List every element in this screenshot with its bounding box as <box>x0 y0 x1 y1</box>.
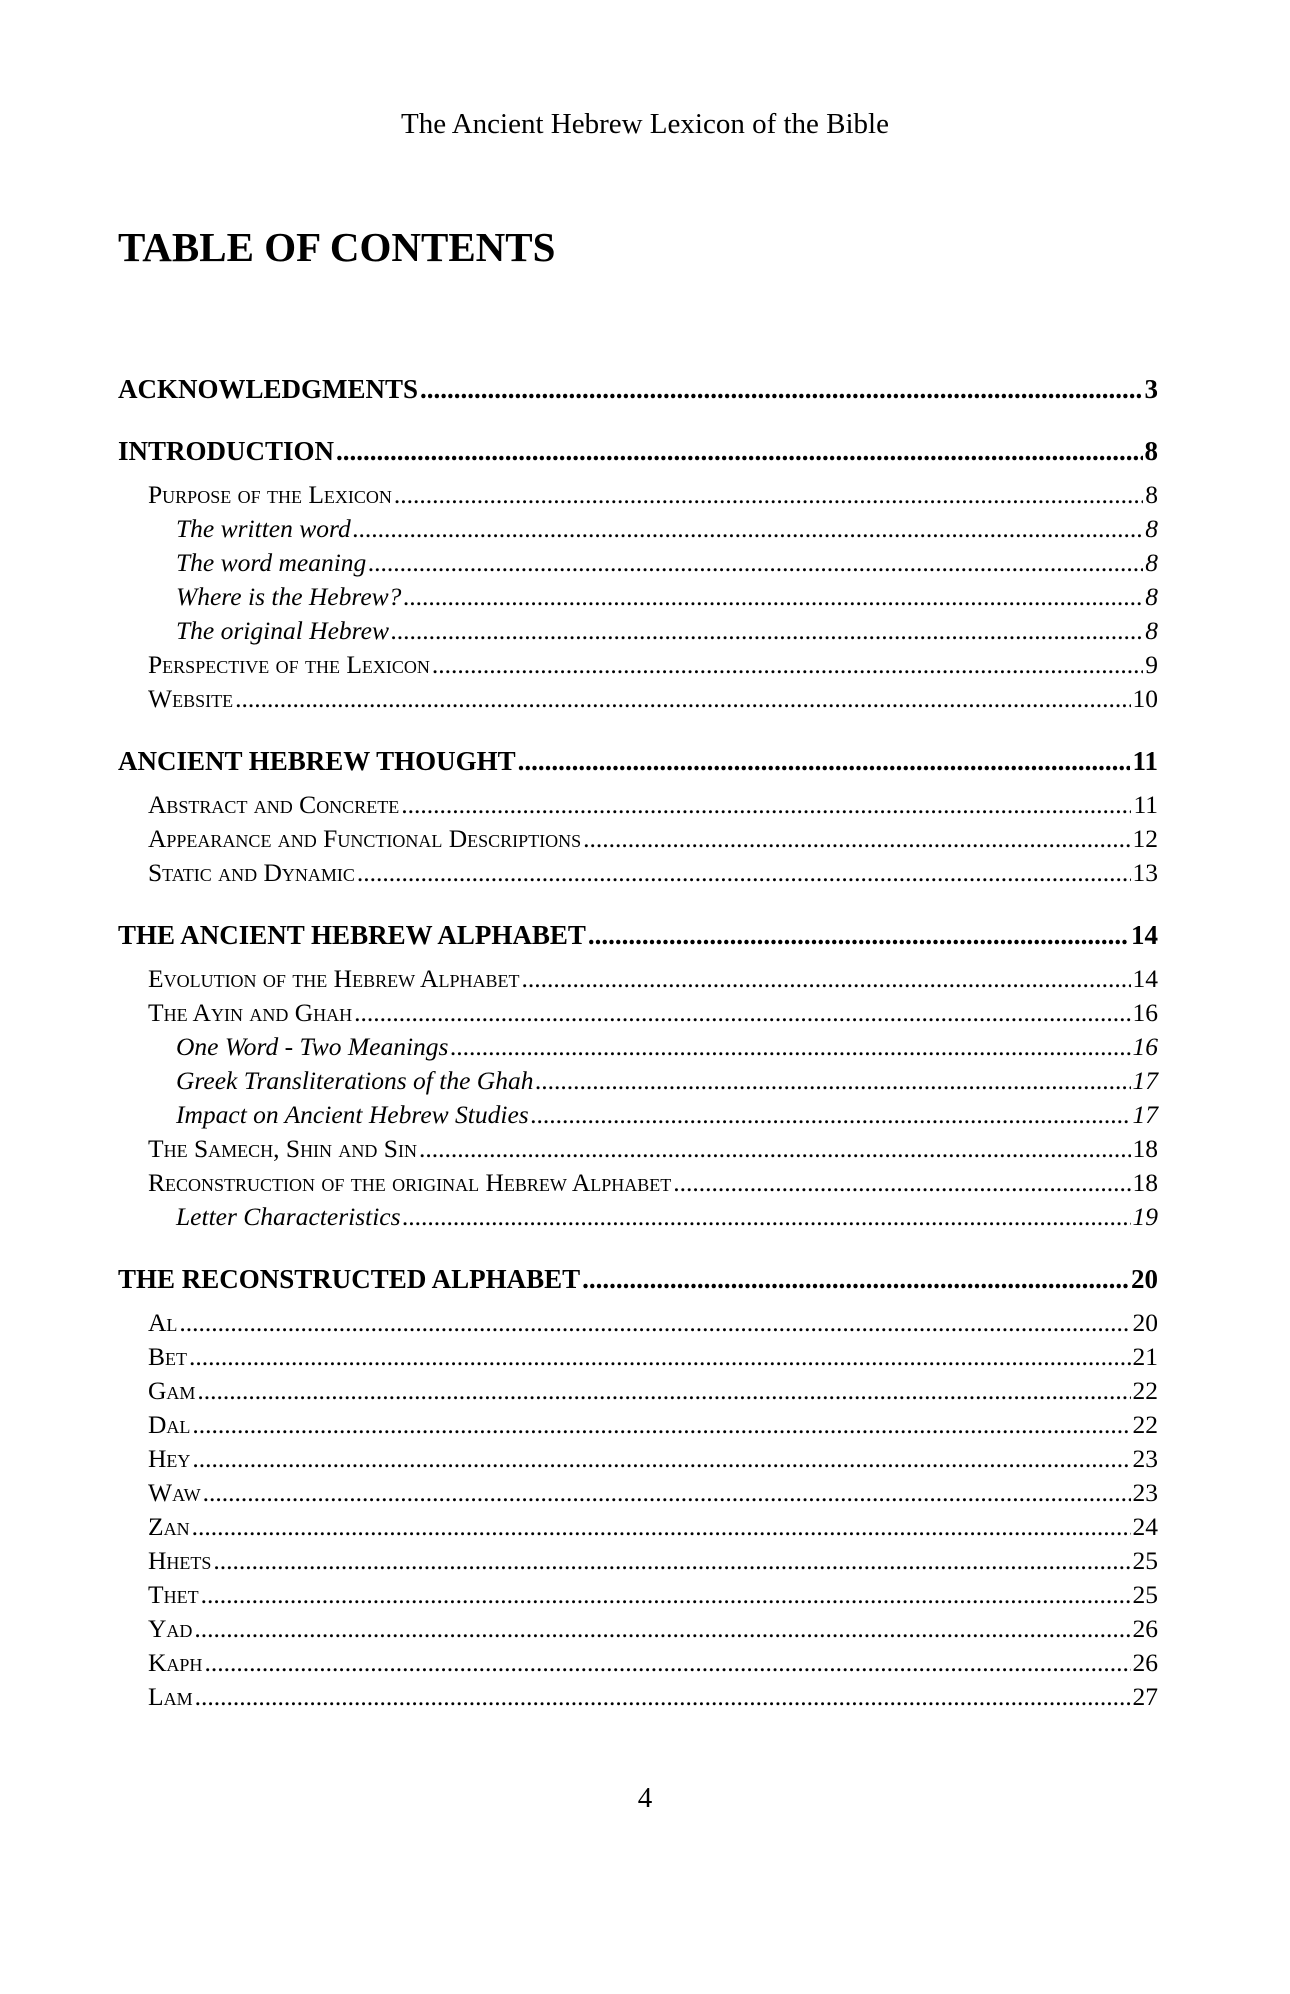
toc-entry-page: 22 <box>1132 1376 1158 1405</box>
toc-entry-page: 23 <box>1132 1444 1158 1473</box>
toc-entry-page: 8 <box>1145 514 1158 543</box>
toc-section-entry[interactable] <box>118 1166 1158 1200</box>
toc-section-entry[interactable] <box>118 648 1158 682</box>
toc-entry-title: ACKNOWLEDGMENTS <box>118 374 419 404</box>
table-of-contents <box>118 372 1158 1714</box>
toc-dot-leader <box>192 1510 1131 1544</box>
toc-subsection-entry[interactable] <box>118 546 1158 580</box>
toc-dot-leader <box>588 918 1129 952</box>
toc-dot-leader <box>353 512 1144 546</box>
toc-section-entry[interactable] <box>118 788 1158 822</box>
toc-dot-leader <box>213 1544 1130 1578</box>
toc-section-entry[interactable] <box>118 856 1158 890</box>
toc-dot-leader <box>357 856 1131 890</box>
toc-entry-page: 26 <box>1132 1648 1158 1677</box>
toc-entry-page: 8 <box>1145 582 1158 611</box>
toc-entry-page: 27 <box>1132 1682 1158 1711</box>
toc-entry-title: Reconstruction of the original Hebrew Alphabet <box>148 1168 672 1197</box>
toc-entry-title: Hey <box>148 1444 191 1473</box>
toc-entry-title: Kaph <box>148 1648 203 1677</box>
toc-entry-title: ANCIENT HEBREW THOUGHT <box>118 746 516 776</box>
toc-entry-page: 21 <box>1132 1342 1158 1371</box>
toc-entry-title: Thet <box>148 1580 199 1609</box>
toc-entry-page: 25 <box>1132 1580 1158 1609</box>
toc-entry-page: 18 <box>1132 1168 1158 1197</box>
toc-dot-leader <box>521 962 1130 996</box>
toc-entry-title: The Samech, Shin and Sin <box>148 1134 417 1163</box>
toc-entry-title: Gam <box>148 1376 196 1405</box>
toc-section-entry[interactable] <box>118 1442 1158 1476</box>
toc-dot-leader <box>583 822 1130 856</box>
toc-entry-title: Impact on Ancient Hebrew Studies <box>176 1100 529 1129</box>
toc-entry-page: 22 <box>1132 1410 1158 1439</box>
toc-entry-title: Abstract and Concrete <box>148 790 400 819</box>
toc-entry-page: 25 <box>1132 1546 1158 1575</box>
toc-entry-page: 14 <box>1132 964 1158 993</box>
toc-entry-title: Al <box>148 1308 178 1337</box>
toc-dot-leader <box>535 1064 1130 1098</box>
toc-subsection-entry[interactable] <box>118 1098 1158 1132</box>
toc-dot-leader <box>518 744 1131 778</box>
toc-entry-page: 24 <box>1132 1512 1158 1541</box>
toc-section-entry[interactable] <box>118 996 1158 1030</box>
toc-entry-page: 19 <box>1132 1202 1158 1231</box>
toc-entry-title: Waw <box>148 1478 201 1507</box>
toc-dot-leader <box>204 1646 1130 1680</box>
toc-entry-title: Yad <box>148 1614 193 1643</box>
toc-entry-title: The word meaning <box>176 548 367 577</box>
toc-entry-page: 16 <box>1132 1032 1158 1061</box>
toc-entry-page: 8 <box>1145 548 1158 577</box>
toc-dot-leader <box>673 1166 1130 1200</box>
toc-entry-title: Greek Transliterations of the Ghah <box>176 1066 534 1095</box>
toc-entry-page: 3 <box>1144 374 1158 404</box>
toc-section-entry[interactable] <box>118 682 1158 716</box>
toc-entry-title: Evolution of the Hebrew Alphabet <box>148 964 520 993</box>
toc-section-entry[interactable] <box>118 1476 1158 1510</box>
toc-entry-page: 16 <box>1132 998 1158 1027</box>
toc-section-entry[interactable] <box>118 1408 1158 1442</box>
toc-section-entry[interactable] <box>118 962 1158 996</box>
toc-dot-leader <box>203 1476 1131 1510</box>
toc-chapter-entry[interactable] <box>118 918 1158 952</box>
toc-dot-leader <box>368 546 1143 580</box>
toc-dot-leader <box>189 1340 1131 1374</box>
toc-entry-title: The original Hebrew <box>176 616 389 645</box>
toc-section-entry[interactable] <box>118 1306 1158 1340</box>
toc-entry-title: INTRODUCTION <box>118 436 335 466</box>
toc-dot-leader <box>194 1612 1130 1646</box>
toc-subsection-entry[interactable] <box>118 1030 1158 1064</box>
toc-entry-title: Hhets <box>148 1546 212 1575</box>
page-title: TABLE OF CONTENTS <box>118 224 556 270</box>
toc-entry-page: 17 <box>1132 1066 1158 1095</box>
toc-section-entry[interactable] <box>118 478 1158 512</box>
toc-dot-leader <box>450 1030 1130 1064</box>
toc-entry-page: 11 <box>1132 746 1158 776</box>
toc-entry-title: THE RECONSTRUCTED ALPHABET <box>118 1264 581 1294</box>
toc-dot-leader <box>401 788 1131 822</box>
toc-entry-page: 17 <box>1132 1100 1158 1129</box>
toc-chapter-entry[interactable] <box>118 434 1158 468</box>
toc-entry-title: Bet <box>148 1342 187 1371</box>
toc-entry-title: THE ANCIENT HEBREW ALPHABET <box>118 920 586 950</box>
toc-entry-page: 8 <box>1145 616 1158 645</box>
toc-entry-title: Appearance and Functional Descriptions <box>148 824 582 853</box>
toc-dot-leader <box>432 648 1143 682</box>
toc-entry-title: Purpose of the Lexicon <box>148 480 392 509</box>
toc-entry-title: The written word <box>176 514 351 543</box>
toc-entry-page: 18 <box>1132 1134 1158 1163</box>
toc-entry-title: One Word - Two Meanings <box>176 1032 449 1061</box>
toc-dot-leader <box>201 1578 1131 1612</box>
page-number: 4 <box>637 1782 653 1814</box>
toc-entry-page: 13 <box>1132 858 1158 887</box>
toc-dot-leader <box>403 580 1143 614</box>
toc-dot-leader <box>336 434 1142 468</box>
toc-entry-page: 26 <box>1132 1614 1158 1643</box>
toc-section-entry[interactable] <box>118 1510 1158 1544</box>
toc-chapter-entry[interactable] <box>118 1262 1158 1296</box>
toc-dot-leader <box>195 1680 1131 1714</box>
toc-entry-title: Static and Dynamic <box>148 858 355 887</box>
toc-dot-leader <box>235 682 1130 716</box>
toc-entry-title: Lam <box>148 1682 193 1711</box>
toc-entry-title: Where is the Hebrew? <box>176 582 402 611</box>
toc-entry-page: 8 <box>1144 436 1158 466</box>
toc-section-entry[interactable] <box>118 1374 1158 1408</box>
toc-dot-leader <box>179 1306 1130 1340</box>
toc-dot-leader <box>420 372 1142 406</box>
toc-section-entry[interactable] <box>118 822 1158 856</box>
toc-subsection-entry[interactable] <box>118 1200 1158 1234</box>
toc-entry-page: 14 <box>1131 920 1158 950</box>
toc-section-entry[interactable] <box>118 1612 1158 1646</box>
toc-section-entry[interactable] <box>118 1578 1158 1612</box>
toc-chapter-entry[interactable] <box>118 744 1158 778</box>
toc-entry-title: Letter Characteristics <box>176 1202 401 1231</box>
toc-entry-title: Website <box>148 684 234 713</box>
toc-dot-leader <box>403 1200 1131 1234</box>
toc-entry-page: 8 <box>1145 480 1158 509</box>
toc-dot-leader <box>531 1098 1131 1132</box>
toc-entry-title: The Ayin and Ghah <box>148 998 353 1027</box>
toc-dot-leader <box>354 996 1130 1030</box>
toc-entry-page: 11 <box>1133 790 1158 819</box>
toc-chapter-entry[interactable] <box>118 372 1158 406</box>
toc-entry-page: 20 <box>1132 1308 1158 1337</box>
toc-dot-leader <box>419 1132 1131 1166</box>
toc-dot-leader <box>391 614 1143 648</box>
toc-section-entry[interactable] <box>118 1646 1158 1680</box>
toc-entry-page: 12 <box>1132 824 1158 853</box>
toc-subsection-entry[interactable] <box>118 512 1158 546</box>
toc-section-entry[interactable] <box>118 1680 1158 1714</box>
toc-subsection-entry[interactable] <box>118 580 1158 614</box>
toc-entry-title: Zan <box>148 1512 190 1541</box>
toc-entry-title: Perspective of the Lexicon <box>148 650 430 679</box>
toc-subsection-entry[interactable] <box>118 1064 1158 1098</box>
toc-section-entry[interactable] <box>118 1132 1158 1166</box>
toc-entry-page: 20 <box>1131 1264 1158 1294</box>
toc-entry-page: 10 <box>1132 684 1158 713</box>
toc-dot-leader <box>192 1442 1130 1476</box>
running-header: The Ancient Hebrew Lexicon of the Bible <box>400 108 889 140</box>
toc-entry-title: Dal <box>148 1410 191 1439</box>
toc-subsection-entry[interactable] <box>118 614 1158 648</box>
toc-section-entry[interactable] <box>118 1340 1158 1374</box>
toc-dot-leader <box>582 1262 1129 1296</box>
toc-dot-leader <box>394 478 1143 512</box>
toc-entry-page: 9 <box>1145 650 1158 679</box>
toc-entry-page: 23 <box>1132 1478 1158 1507</box>
toc-dot-leader <box>197 1374 1130 1408</box>
toc-section-entry[interactable] <box>118 1544 1158 1578</box>
toc-dot-leader <box>192 1408 1130 1442</box>
